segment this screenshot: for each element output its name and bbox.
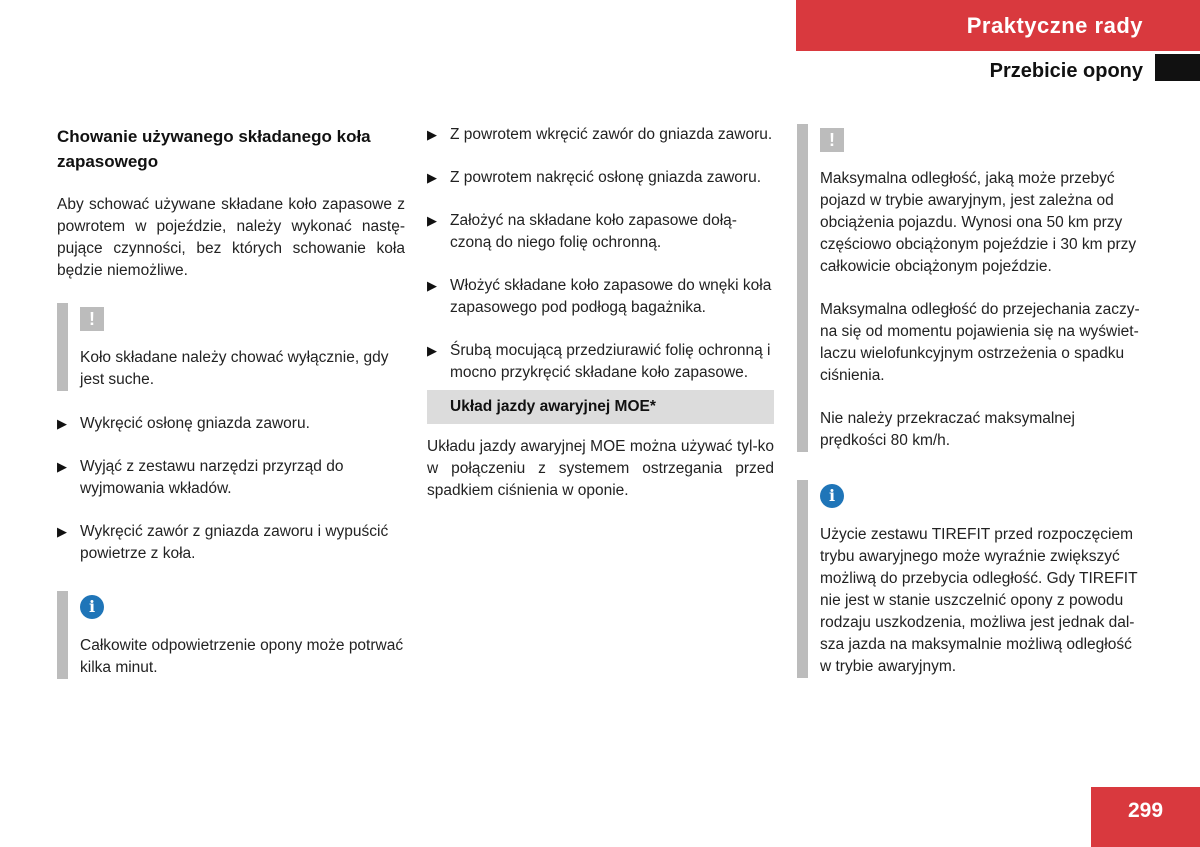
warning-icon: ! [80,307,104,331]
step-item [57,413,405,435]
section-title: Praktyczne rady [966,12,1143,38]
info-note [57,591,405,679]
info-note-body [80,591,405,679]
info-icon: i [80,595,104,619]
page-number [1091,787,1200,847]
column-left [57,124,405,700]
info-icon: i [820,484,844,508]
step-item [57,521,405,565]
note-bar [797,124,808,452]
section-tab-marker [1155,54,1200,81]
step-item [57,456,405,500]
step-arrow-icon: ▶ [57,459,67,474]
subsection-title: Przebicie opony [989,60,1143,82]
step-text: Wyjąć z zestawu narzędzi przyrząd do wyjmowania wkładów. [80,458,344,497]
warning-note-body [820,124,1145,452]
step-text: Z powrotem nakręcić osłonę gniazda zaworu. [450,169,762,186]
step-text: Wykręcić osłonę gniazda zaworu. [80,415,310,432]
info-text: Całkowite odpowietrzenie opony może potrwać kilka minut. [80,637,404,676]
warning-note [797,124,1145,452]
step-arrow-icon: ▶ [427,170,437,185]
step-item [427,210,774,254]
moe-paragraph: Układu jazdy awaryjnej MOE można używać tyl-ko w połączeniu z systemem ostrzegania przed spadkiem ciśnienia w oponie. [427,438,774,499]
step-item [427,167,774,189]
step-arrow-icon: ▶ [427,278,437,293]
step-item [427,275,774,319]
note-bar [57,303,68,391]
note-bar [797,480,808,678]
warning-note-body [80,303,405,391]
note-bar [57,591,68,679]
column-right [797,124,1145,699]
warning-text: Koło składane należy chować wyłącznie, gdy jest suche. [80,349,389,388]
step-arrow-icon: ▶ [427,127,437,142]
warning-paragraph: Maksymalna odległość, jaką może przebyć pojazd w trybie awaryjnym, jest zależna od obciążenia pojazdu. Wynosi ona 50 km przy częściowo obciążonym pojeździe i 30 km przy całkowicie obciążonym pojeździe. [820,170,1137,275]
step-arrow-icon: ▶ [427,213,437,228]
info-note [797,480,1145,678]
section-header [796,0,1200,51]
info-note-body [820,480,1145,678]
moe-heading: Układ jazdy awaryjnej MOE* [427,390,774,424]
step-arrow-icon: ▶ [427,343,437,358]
step-item [427,340,774,384]
step-item [427,124,774,146]
section-heading: Chowanie używanego składanego koła zapasowego [57,127,371,171]
warning-icon: ! [820,128,844,152]
step-text: Założyć na składane koło zapasowe dołą-czoną do niego folię ochronną. [450,212,737,251]
step-arrow-icon: ▶ [57,416,67,431]
warning-paragraph: Nie należy przekraczać maksymalnej prędkości 80 km/h. [820,410,1075,449]
step-text: Śrubą mocującą przedziurawić folię ochronną i mocno przykręcić składane koło zapasowe. [450,342,771,381]
step-text: Włożyć składane koło zapasowe do wnęki koła zapasowego pod podłogą bagażnika. [450,277,772,316]
warning-note [57,303,405,391]
step-arrow-icon: ▶ [57,524,67,539]
page-number-text: 299 [1127,799,1164,822]
column-middle [427,124,774,523]
warning-paragraph: Maksymalna odległość do przejechania zaczy-na się od momentu pojawienia się na wyświet-laczu wielofunkcyjnym ostrzeżenia o spadku ciśnienia. [820,301,1140,384]
info-text: Użycie zestawu TIREFIT przed rozpoczęciem trybu awaryjnego może wyraźnie zwiększyć możliwą do przebycia odległość. Gdy TIREFIT nie jest w stanie uszczelnić opony z powodu rodzaju uszkodzenia, możliwa jest jednak dal-sza jazda na maksymalnie możliwą odległość w trybie awaryjnym. [820,526,1138,675]
step-text: Z powrotem wkręcić zawór do gniazda zaworu. [450,126,773,143]
step-text: Wykręcić zawór z gniazda zaworu i wypuścić powietrze z koła. [80,523,389,562]
intro-paragraph: Aby schować używane składane koło zapasowe z powrotem w pojeździe, należy wykonać nastę-pujące czynności, bez których schowanie koła będzie niemożliwe. [57,196,405,279]
